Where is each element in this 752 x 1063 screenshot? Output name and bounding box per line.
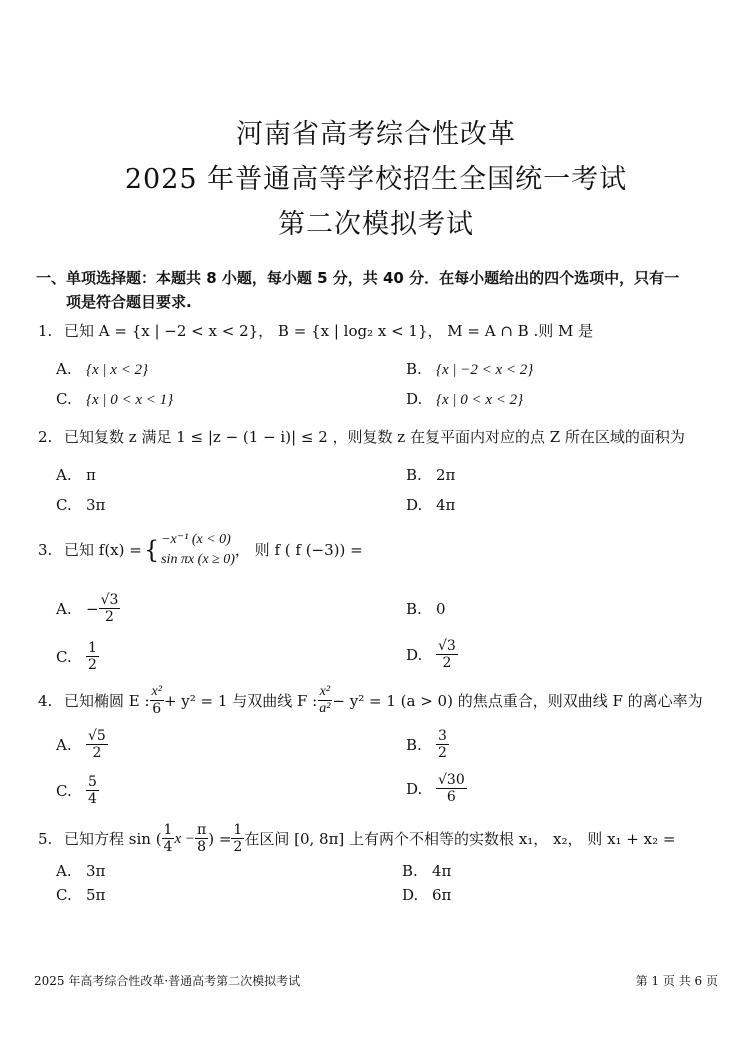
option-label: A. xyxy=(56,862,72,880)
question-4-option-c xyxy=(56,774,99,807)
question-text-c: − y² = 1 (a > 0) 的焦点重合，则双曲线 F 的离心率为 xyxy=(332,691,703,710)
fraction-denominator: 2 xyxy=(92,745,102,762)
fraction-numerator: x² xyxy=(150,684,164,701)
option-fraction xyxy=(86,774,99,807)
fraction-denominator: 2 xyxy=(438,745,447,762)
option-text: {x | x < 2} xyxy=(86,362,149,378)
fraction-denominator: 6 xyxy=(152,701,162,718)
option-label: A. xyxy=(56,735,72,754)
option-text: 3π xyxy=(86,862,106,880)
footer-exam-name: 2025 年高考综合性改革·普通高考第二次模拟考试 xyxy=(34,974,301,988)
question-text-b: x − xyxy=(174,830,195,847)
fraction-numerator: 1 xyxy=(233,822,243,838)
fraction-numerator: √30 xyxy=(438,772,465,788)
option-text: 4π xyxy=(436,496,456,514)
fraction-numerator: √3 xyxy=(100,592,119,608)
question-3-option-b xyxy=(406,600,446,618)
fraction-numerator: 1 xyxy=(163,822,173,838)
option-fraction xyxy=(436,772,467,805)
option-label: D. xyxy=(402,886,419,904)
question-3-option-c xyxy=(56,640,99,673)
question-text-a: 已知方程 sin ( xyxy=(64,829,162,848)
question-4-option-d xyxy=(406,772,467,805)
question-text-b: + y² = 1 与双曲线 F : xyxy=(163,691,318,710)
piecewise-case-2: sin πx (x ≥ 0) xyxy=(161,552,235,567)
option-text: 0 xyxy=(436,600,446,618)
fraction-denominator: a² xyxy=(319,701,331,717)
option-text: 4π xyxy=(432,862,452,880)
question-4-option-a xyxy=(56,728,108,761)
option-label: C. xyxy=(56,496,72,514)
option-label: D. xyxy=(406,390,423,408)
fraction-denominator: 2 xyxy=(88,657,97,674)
phase-fraction xyxy=(195,822,208,855)
option-text: {x | 0 < x < 2} xyxy=(436,392,524,408)
section-heading xyxy=(36,266,716,314)
hyperbola-fraction xyxy=(317,684,332,717)
option-label: C. xyxy=(56,886,72,904)
ellipse-fraction xyxy=(150,684,164,717)
option-fraction xyxy=(86,728,108,761)
question-text-d: 在区间 [0, 8π] 上有两个不相等的实数根 x₁， x₂， 则 x₁ + x₂ = xyxy=(244,829,676,848)
fraction-denominator: 8 xyxy=(197,839,207,856)
question-number: 1. xyxy=(38,322,53,340)
coefficient-fraction xyxy=(162,822,175,855)
option-label: B. xyxy=(406,735,422,754)
question-2-option-c xyxy=(56,496,105,514)
question-1-option-c xyxy=(56,390,173,409)
question-5-option-d xyxy=(402,886,451,904)
question-3-option-a xyxy=(56,592,120,625)
fraction-denominator: 4 xyxy=(163,839,173,856)
question-3-stem xyxy=(38,530,363,570)
question-2-option-d xyxy=(406,496,455,514)
section-heading-line2: 项是符合题目要求. xyxy=(66,293,192,311)
question-2-option-a xyxy=(56,466,96,484)
question-text-prefix: 已知 f(x) = xyxy=(64,541,142,559)
question-text-suffix: ， 则 f ( f (−3)) = xyxy=(234,541,363,559)
option-label: B. xyxy=(406,466,422,484)
fraction-denominator: 2 xyxy=(233,839,243,856)
question-text-a: 已知椭圆 E : xyxy=(64,691,150,710)
question-5-stem xyxy=(38,822,675,855)
question-4-stem xyxy=(38,684,703,717)
question-5-option-a xyxy=(56,862,105,880)
question-5-option-c xyxy=(56,886,105,904)
option-label: A. xyxy=(56,360,72,378)
left-brace: { xyxy=(143,536,160,564)
option-fraction xyxy=(99,592,121,625)
fraction-numerator: 1 xyxy=(88,640,97,656)
option-label: D. xyxy=(406,645,423,664)
option-label: C. xyxy=(56,781,72,800)
option-label: B. xyxy=(406,600,422,618)
fraction-denominator: 6 xyxy=(446,789,456,806)
question-2-stem xyxy=(38,426,685,448)
fraction-numerator: π xyxy=(197,822,207,838)
option-label: A. xyxy=(56,599,72,618)
option-text: {x | 0 < x < 1} xyxy=(86,392,174,408)
question-number: 4. xyxy=(38,691,53,710)
fraction-numerator: x² xyxy=(318,684,332,701)
option-text: {x | −2 < x < 2} xyxy=(436,362,534,378)
fraction-denominator: 2 xyxy=(442,655,452,672)
option-text: 3π xyxy=(86,496,106,514)
question-text-c: ) = xyxy=(208,829,232,848)
question-text: 已知复数 z 满足 1 ≤ |z − (1 − i)| ≤ 2 ，则复数 z 在复平面内对应的点 Z 所在区域的面积为 xyxy=(64,428,685,446)
option-fraction xyxy=(86,640,99,673)
piecewise-case-1: −x⁻¹ (x < 0) xyxy=(161,532,231,547)
question-1-option-a xyxy=(56,360,148,379)
fraction-numerator: √5 xyxy=(88,728,106,744)
exam-title-line3: 第二次模拟考试 xyxy=(278,209,474,240)
option-label: D. xyxy=(406,496,423,514)
question-number: 2. xyxy=(38,428,53,446)
fraction-denominator: 2 xyxy=(105,609,114,626)
option-label: D. xyxy=(406,779,423,798)
question-5-option-b xyxy=(402,862,451,880)
option-label: C. xyxy=(56,647,72,666)
question-number: 5. xyxy=(38,829,53,848)
question-1-stem xyxy=(38,320,593,342)
option-fraction xyxy=(436,638,458,671)
question-2-option-b xyxy=(406,466,455,484)
question-4-option-b xyxy=(406,728,449,761)
option-text: π xyxy=(86,466,96,484)
question-3-option-d xyxy=(406,638,458,671)
option-fraction xyxy=(436,728,449,761)
question-1-option-b xyxy=(406,360,533,379)
exam-title-line2: 2025 年普通高等学校招生全国统一考试 xyxy=(124,164,628,195)
question-number: 3. xyxy=(38,541,53,559)
fraction-numerator: 3 xyxy=(438,728,447,744)
option-sign: − xyxy=(86,599,99,618)
option-text: 6π xyxy=(432,886,452,904)
footer-page-number: 第 1 页 共 6 页 xyxy=(635,974,718,988)
fraction-numerator: 5 xyxy=(88,774,97,790)
option-label: B. xyxy=(406,360,422,378)
fraction-denominator: 4 xyxy=(88,791,97,808)
option-label: A. xyxy=(56,466,72,484)
piecewise-cases xyxy=(161,530,235,570)
fraction-numerator: √3 xyxy=(438,638,456,654)
exam-title-line1: 河南省高考综合性改革 xyxy=(236,119,516,150)
section-heading-line1: 一、单项选择题：本题共 8 小题，每小题 5 分，共 40 分．在每小题给出的四个选项中，只有一 xyxy=(36,269,680,287)
option-text: 5π xyxy=(86,886,106,904)
option-label: C. xyxy=(56,390,72,408)
option-text: 2π xyxy=(436,466,456,484)
question-text: 已知 A = {x | −2 < x < 2}， B = {x | log₂ x < 1}， M = A ∩ B .则 M 是 xyxy=(64,322,594,340)
option-label: B. xyxy=(402,862,418,880)
question-1-option-d xyxy=(406,390,523,409)
rhs-fraction xyxy=(231,822,244,855)
